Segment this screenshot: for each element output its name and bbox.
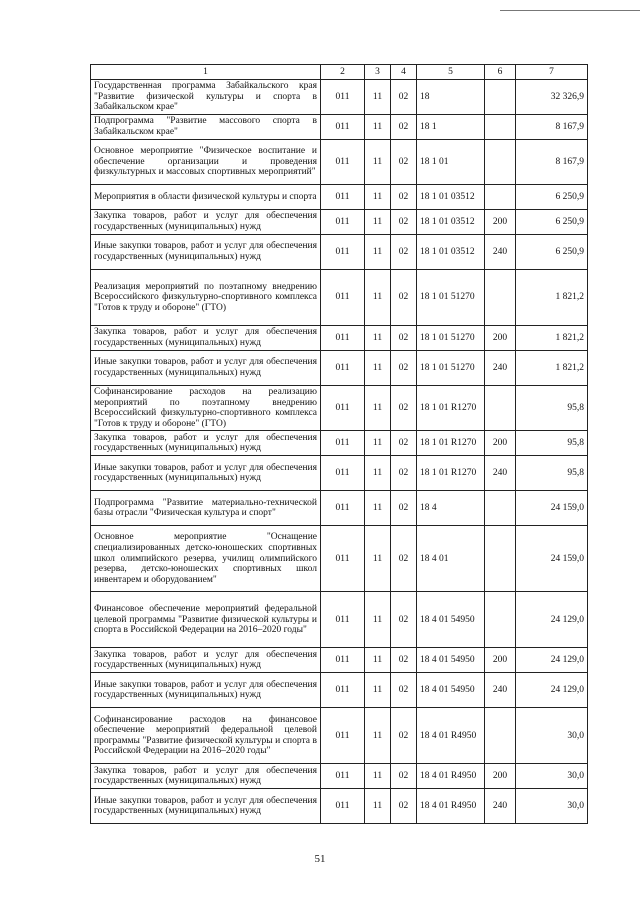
cell-c2: 011 [321,235,365,270]
table-row [91,326,588,351]
cell-c7: 30,0 [516,708,588,764]
cell-c7: 95,8 [516,431,588,456]
row-description: Закупка товаров, работ и услуг для обеспечения государственных (муниципальных) нужд [91,431,321,456]
cell-c6: 240 [485,456,516,491]
column-header: 2 [321,65,365,80]
cell-c4: 02 [391,764,417,789]
cell-c5: 18 1 01 03512 [417,210,485,235]
table-row [91,526,588,592]
cell-c5: 18 1 01 [417,140,485,185]
row-description: Софинансирование расходов на финансовое обеспечение мероприятий федеральной целевой программы "Развитие физической культуры и спорта в Российской Федерации на 2016–2020 годы" [91,708,321,764]
table-row [91,270,588,326]
cell-c3: 11 [365,648,391,673]
cell-c6 [485,526,516,592]
cell-c5: 18 1 01 51270 [417,270,485,326]
cell-c4: 02 [391,491,417,526]
cell-c2: 011 [321,210,365,235]
cell-c2: 011 [321,456,365,491]
cell-c7: 1 821,2 [516,351,588,386]
row-description: Иные закупки товаров, работ и услуг для обеспечения государственных (муниципальных) нужд [91,673,321,708]
cell-c5: 18 4 01 54950 [417,592,485,648]
cell-c3: 11 [365,764,391,789]
cell-c4: 02 [391,708,417,764]
cell-c3: 11 [365,270,391,326]
cell-c3: 11 [365,789,391,824]
table-row [91,235,588,270]
cell-c7: 6 250,9 [516,235,588,270]
column-header: 6 [485,65,516,80]
cell-c6: 240 [485,351,516,386]
row-description: Иные закупки товаров, работ и услуг для обеспечения государственных (муниципальных) нужд [91,235,321,270]
cell-c5: 18 [417,80,485,115]
cell-c7: 24 159,0 [516,526,588,592]
cell-c7: 30,0 [516,764,588,789]
cell-c7: 95,8 [516,386,588,431]
cell-c6 [485,592,516,648]
cell-c2: 011 [321,592,365,648]
cell-c6 [485,386,516,431]
row-description: Софинансирование расходов на реализацию мероприятий по поэтапному внедрению Всероссийский физкультурно-спортивного комплекса "Готов к труду и обороне" (ГТО) [91,386,321,431]
cell-c5: 18 1 01 51270 [417,326,485,351]
cell-c5: 18 4 01 54950 [417,673,485,708]
page-number: 51 [314,853,326,865]
cell-c2: 011 [321,648,365,673]
cell-c4: 02 [391,351,417,386]
cell-c3: 11 [365,592,391,648]
cell-c6: 200 [485,648,516,673]
cell-c5: 18 1 01 03512 [417,235,485,270]
row-description: Подпрограмма "Развитие массового спорта в Забайкальском крае" [91,115,321,140]
row-description: Подпрограмма "Развитие материально-технической базы отрасли "Физическая культура и спорт" [91,491,321,526]
cell-c6: 240 [485,789,516,824]
column-header: 7 [516,65,588,80]
table-row [91,80,588,115]
cell-c6 [485,115,516,140]
cell-c4: 02 [391,592,417,648]
table-row [91,185,588,210]
cell-c7: 1 821,2 [516,270,588,326]
table-row [91,491,588,526]
cell-c3: 11 [365,431,391,456]
cell-c3: 11 [365,351,391,386]
cell-c7: 24 129,0 [516,673,588,708]
row-description: Основное мероприятие "Оснащение специализированных детско-юношеских спортивных школ олимпийского резерва, училищ олимпийского резерва, детско-юношеских спортивных школ инвентарем и оборудованием" [91,526,321,592]
cell-c4: 02 [391,210,417,235]
row-description: Иные закупки товаров, работ и услуг для обеспечения государственных (муниципальных) нужд [91,789,321,824]
cell-c6 [485,270,516,326]
cell-c2: 011 [321,351,365,386]
cell-c4: 02 [391,456,417,491]
table-row [91,386,588,431]
column-header: 4 [391,65,417,80]
cell-c5: 18 1 01 R1270 [417,386,485,431]
table-row [91,351,588,386]
cell-c6 [485,185,516,210]
cell-c5: 18 4 [417,491,485,526]
cell-c4: 02 [391,270,417,326]
cell-c3: 11 [365,326,391,351]
cell-c5: 18 4 01 54950 [417,648,485,673]
cell-c4: 02 [391,431,417,456]
cell-c6: 200 [485,210,516,235]
table-row [91,140,588,185]
cell-c7: 24 129,0 [516,648,588,673]
cell-c6: 240 [485,235,516,270]
cell-c7: 24 159,0 [516,491,588,526]
cell-c4: 02 [391,526,417,592]
cell-c5: 18 1 [417,115,485,140]
cell-c3: 11 [365,386,391,431]
budget-table [90,64,588,824]
cell-c3: 11 [365,115,391,140]
cell-c5: 18 1 01 03512 [417,185,485,210]
cell-c6 [485,491,516,526]
cell-c5: 18 1 01 R1270 [417,431,485,456]
table-row [91,764,588,789]
cell-c3: 11 [365,708,391,764]
table-row [91,708,588,764]
row-description: Реализация мероприятий по поэтапному внедрению Всероссийского физкультурно-спортивного комплекса "Готов к труду и обороне" (ГТО) [91,270,321,326]
cell-c7: 8 167,9 [516,140,588,185]
cell-c4: 02 [391,673,417,708]
cell-c3: 11 [365,235,391,270]
cell-c4: 02 [391,789,417,824]
cell-c2: 011 [321,431,365,456]
cell-c4: 02 [391,140,417,185]
cell-c3: 11 [365,185,391,210]
cell-c2: 011 [321,386,365,431]
cell-c7: 30,0 [516,789,588,824]
cell-c3: 11 [365,491,391,526]
cell-c3: 11 [365,673,391,708]
cell-c7: 24 129,0 [516,592,588,648]
cell-c2: 011 [321,270,365,326]
cell-c4: 02 [391,648,417,673]
row-description: Закупка товаров, работ и услуг для обеспечения государственных (муниципальных) нужд [91,648,321,673]
cell-c2: 011 [321,708,365,764]
cell-c5: 18 4 01 R4950 [417,708,485,764]
cell-c2: 011 [321,764,365,789]
table-row [91,648,588,673]
cell-c6 [485,708,516,764]
column-header: 5 [417,65,485,80]
cell-c4: 02 [391,235,417,270]
cell-c6: 200 [485,431,516,456]
cell-c5: 18 4 01 R4950 [417,789,485,824]
cell-c2: 011 [321,491,365,526]
cell-c5: 18 4 01 R4950 [417,764,485,789]
cell-c3: 11 [365,526,391,592]
cell-c5: 18 1 01 R1270 [417,456,485,491]
column-header: 1 [91,65,321,80]
top-rule [500,10,640,11]
cell-c3: 11 [365,210,391,235]
cell-c4: 02 [391,185,417,210]
cell-c3: 11 [365,80,391,115]
cell-c7: 6 250,9 [516,185,588,210]
row-description: Основное мероприятие "Физическое воспитание и обеспечение организации и проведения физкультурных и массовых спортивных мероприятий" [91,140,321,185]
cell-c5: 18 4 01 [417,526,485,592]
cell-c4: 02 [391,115,417,140]
column-header: 3 [365,65,391,80]
cell-c2: 011 [321,115,365,140]
cell-c7: 1 821,2 [516,326,588,351]
table-row [91,592,588,648]
cell-c7: 95,8 [516,456,588,491]
row-description: Государственная программа Забайкальского края "Развитие физической культуры и спорта в Забайкальском крае" [91,80,321,115]
cell-c4: 02 [391,326,417,351]
cell-c5: 18 1 01 51270 [417,351,485,386]
cell-c6: 200 [485,326,516,351]
cell-c3: 11 [365,140,391,185]
row-description: Финансовое обеспечение мероприятий федеральной целевой программы "Развитие физической культуры и спорта в Российской Федерации на 2016–2020 годы" [91,592,321,648]
table-row [91,456,588,491]
cell-c7: 6 250,9 [516,210,588,235]
cell-c3: 11 [365,456,391,491]
cell-c7: 8 167,9 [516,115,588,140]
row-description: Закупка товаров, работ и услуг для обеспечения государственных (муниципальных) нужд [91,326,321,351]
cell-c2: 011 [321,80,365,115]
cell-c6: 240 [485,673,516,708]
row-description: Иные закупки товаров, работ и услуг для обеспечения государственных (муниципальных) нужд [91,456,321,491]
cell-c2: 011 [321,185,365,210]
cell-c6 [485,140,516,185]
row-description: Мероприятия в области физической культуры и спорта [91,185,321,210]
row-description: Иные закупки товаров, работ и услуг для обеспечения государственных (муниципальных) нужд [91,351,321,386]
table-row [91,673,588,708]
cell-c2: 011 [321,140,365,185]
cell-c4: 02 [391,80,417,115]
cell-c2: 011 [321,326,365,351]
table-row [91,431,588,456]
cell-c6 [485,80,516,115]
table-row [91,210,588,235]
row-description: Закупка товаров, работ и услуг для обеспечения государственных (муниципальных) нужд [91,210,321,235]
row-description: Закупка товаров, работ и услуг для обеспечения государственных (муниципальных) нужд [91,764,321,789]
table-row [91,115,588,140]
table-header-row [91,65,588,80]
cell-c2: 011 [321,526,365,592]
cell-c2: 011 [321,673,365,708]
cell-c7: 32 326,9 [516,80,588,115]
cell-c4: 02 [391,386,417,431]
cell-c6: 200 [485,764,516,789]
table-row [91,789,588,824]
table-body [91,80,588,824]
cell-c2: 011 [321,789,365,824]
